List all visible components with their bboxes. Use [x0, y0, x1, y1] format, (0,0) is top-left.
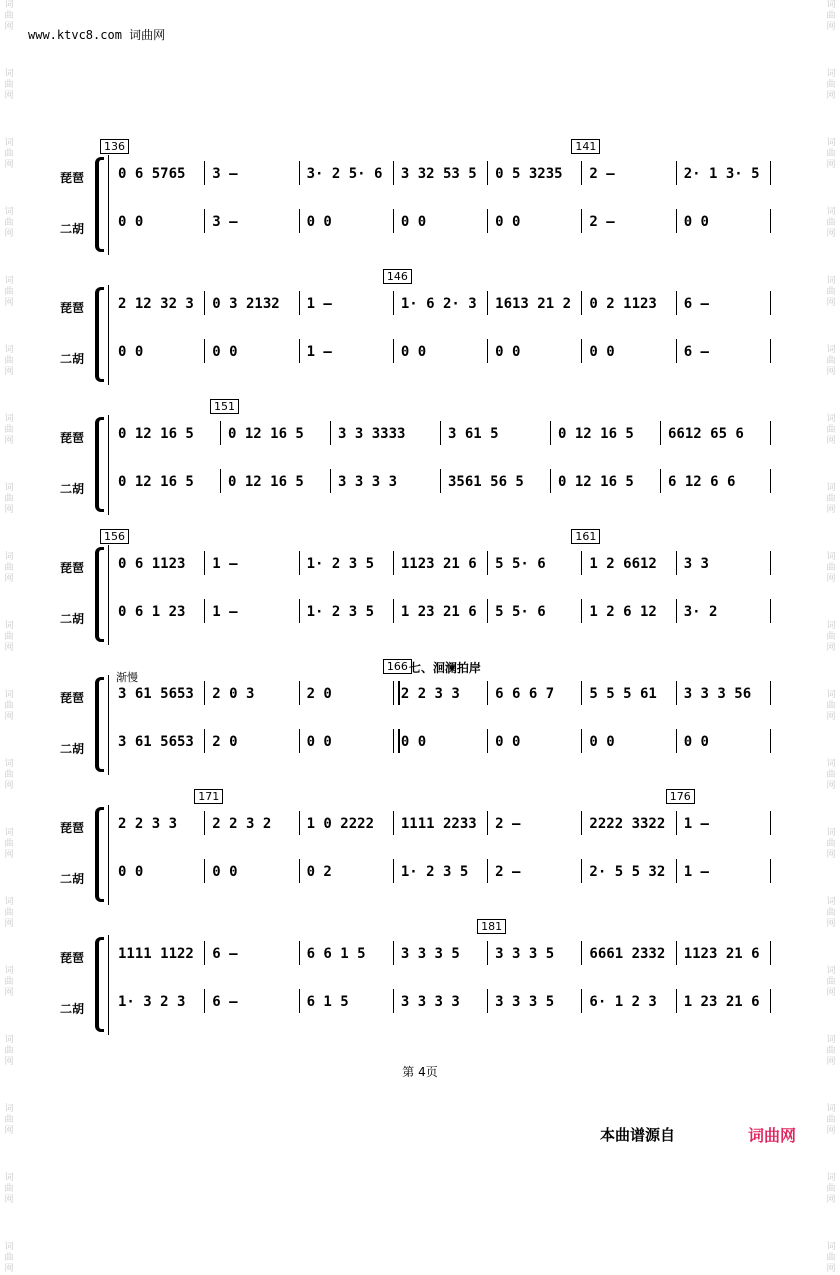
watermark-text: 词 曲 网: [826, 1173, 836, 1205]
measure: 2· 1 3· 5: [683, 166, 760, 182]
barline: [393, 291, 394, 315]
barline: [393, 811, 394, 835]
measure-number: 176: [666, 789, 695, 804]
barline: [770, 941, 771, 965]
measure: 1· 2 3 5: [306, 556, 374, 572]
measure: 0 2: [306, 864, 332, 880]
barline: [770, 469, 771, 493]
barline: [220, 421, 221, 445]
measure: 0 12 16 5: [228, 474, 304, 490]
barline: [660, 469, 661, 493]
measure: 3 3 3 56: [683, 686, 752, 702]
measure: 6 6 6 7: [495, 686, 555, 702]
measure: 2 –: [495, 816, 521, 832]
barline: [393, 729, 400, 753]
measure-number: 141: [571, 139, 600, 154]
measure: 0 6 1123: [118, 556, 186, 572]
measure: 2 –: [589, 214, 615, 230]
watermark-text: 词 曲 网: [4, 69, 14, 101]
erhu-staff-row: [112, 601, 772, 623]
measure: 3 3: [683, 556, 709, 572]
score-system: [60, 790, 780, 911]
barline: [204, 599, 205, 623]
barline: [299, 681, 300, 705]
system-line: [108, 285, 109, 385]
barline: [487, 729, 488, 753]
measure: 0 12 16 5: [228, 426, 304, 442]
pipa-staff-row: [112, 683, 772, 705]
measure: 3 61 5653: [118, 734, 194, 750]
measure: 2 –: [495, 864, 521, 880]
barline: [550, 421, 551, 445]
measure: 1· 2 3 5: [400, 864, 469, 880]
barline: [299, 291, 300, 315]
measure: 2· 5 5 32: [589, 864, 666, 880]
measure: 1 –: [306, 296, 332, 312]
barline: [770, 599, 771, 623]
measure: 6 1 5: [306, 994, 349, 1010]
watermark-text: 词 曲 网: [4, 897, 14, 929]
measure: 0 0: [495, 214, 521, 230]
measure: 0 0: [400, 734, 427, 750]
page-number: 第 4页: [402, 1065, 438, 1079]
system-brace: [95, 547, 104, 642]
measure: 1 –: [306, 344, 332, 360]
measure: 3 3 3333: [338, 426, 406, 442]
measure: 1 0 2222: [306, 816, 374, 832]
barline: [393, 599, 394, 623]
barline: [770, 209, 771, 233]
erhu-staff-row: [112, 991, 772, 1013]
system-line: [108, 675, 109, 775]
measure: 2 –: [589, 166, 615, 182]
measure: 1 2 6 12: [589, 604, 657, 620]
measure: 0 0: [118, 344, 144, 360]
watermark-text: 词 曲 网: [4, 552, 14, 584]
pipa-staff-row: [112, 423, 772, 445]
barline: [487, 811, 488, 835]
measure: 0 2 1123: [589, 296, 657, 312]
erhu-staff-row: [112, 471, 772, 493]
barline: [487, 291, 488, 315]
barline: [770, 551, 771, 575]
barline: [676, 941, 677, 965]
system-line: [108, 545, 109, 645]
instrument-label-erhu: 二胡: [60, 872, 85, 886]
measure: 3 –: [212, 214, 238, 230]
instrument-label-pipa: 琵琶: [60, 301, 85, 315]
watermark-text: 词 曲 网: [826, 69, 836, 101]
measure: 5 5· 6: [495, 556, 546, 572]
watermark-text: 词 曲 网: [4, 966, 14, 998]
measure: 2 12 32 3: [118, 296, 194, 312]
barline: [299, 811, 300, 835]
barline: [487, 339, 488, 363]
measure: 1 23 21 6: [683, 994, 760, 1010]
measure-number: 181: [477, 919, 506, 934]
barline: [393, 941, 394, 965]
erhu-staff-row: [112, 341, 772, 363]
measure: 3 3 3 5: [495, 994, 555, 1010]
measure: 0 12 16 5: [558, 426, 634, 442]
measure: 3 61 5653: [118, 686, 194, 702]
barline: [393, 161, 394, 185]
watermark-text: 词 曲 网: [4, 1035, 14, 1067]
watermark-text: 词 曲 网: [4, 138, 14, 170]
barline: [440, 469, 441, 493]
barline: [487, 941, 488, 965]
barline: [770, 291, 771, 315]
measure: 6 –: [212, 994, 238, 1010]
barline: [330, 469, 331, 493]
score-system: [60, 660, 780, 781]
measure: 1 –: [683, 864, 709, 880]
watermark-text: 词 曲 网: [4, 621, 14, 653]
barline: [581, 161, 582, 185]
barline: [660, 421, 661, 445]
system-line: [108, 415, 109, 515]
barline: [770, 729, 771, 753]
barline: [770, 859, 771, 883]
measure: 1 2 6612: [589, 556, 657, 572]
measure: 1123 21 6: [683, 946, 760, 962]
measure-number: 156: [100, 529, 129, 544]
barline: [393, 209, 394, 233]
watermark-text: 词 曲 网: [826, 759, 836, 791]
watermark-text: 词 曲 网: [4, 828, 14, 860]
watermark-text: 词 曲 网: [826, 966, 836, 998]
watermark-text: 词 曲 网: [826, 1242, 836, 1274]
measure: 6· 1 2 3: [589, 994, 657, 1010]
measure: 1111 2233: [400, 816, 477, 832]
barline: [204, 859, 205, 883]
erhu-staff-row: [112, 731, 772, 753]
barline: [299, 729, 300, 753]
barline: [487, 209, 488, 233]
pipa-staff-row: [112, 943, 772, 965]
watermark-text: 词 曲 网: [826, 897, 836, 929]
watermark-strip-left: [2, 0, 16, 1274]
barline: [204, 161, 205, 185]
measure: 5 5 5 61: [589, 686, 657, 702]
measure: 3 3 3 5: [495, 946, 555, 962]
barline: [676, 599, 677, 623]
system-brace: [95, 937, 104, 1032]
instrument-label-erhu: 二胡: [60, 1002, 85, 1016]
watermark-text: 词 曲 网: [826, 138, 836, 170]
barline: [393, 551, 394, 575]
barline: [299, 859, 300, 883]
barline: [487, 161, 488, 185]
measure: 0 12 16 5: [118, 426, 194, 442]
watermark-text: 词 曲 网: [826, 828, 836, 860]
watermark-strip-right: [824, 0, 838, 1274]
instrument-label-erhu: 二胡: [60, 612, 85, 626]
watermark-text: 词 曲 网: [4, 759, 14, 791]
watermark-text: 词 曲 网: [826, 690, 836, 722]
barline: [676, 339, 677, 363]
measure: 0 5 3235: [495, 166, 563, 182]
site-header: [28, 26, 165, 43]
instrument-label-pipa: 琵琶: [60, 821, 85, 835]
measure: 6 –: [212, 946, 238, 962]
barline: [581, 941, 582, 965]
barline: [299, 941, 300, 965]
measure: 2 2 3 3: [118, 816, 178, 832]
barline: [220, 469, 221, 493]
measure: 1 –: [683, 816, 709, 832]
measure: 0 0: [118, 864, 144, 880]
measure: 6 12 6 6: [668, 474, 736, 490]
system-brace: [95, 157, 104, 252]
measure: 0 12 16 5: [558, 474, 634, 490]
barline: [487, 989, 488, 1013]
barline: [204, 811, 205, 835]
instrument-label-erhu: 二胡: [60, 352, 85, 366]
instrument-label-erhu: 二胡: [60, 222, 85, 236]
barline: [676, 729, 677, 753]
measure: 1613 21 2: [495, 296, 571, 312]
measure: 2 0 3: [212, 686, 255, 702]
pipa-staff-row: [112, 553, 772, 575]
barline: [204, 941, 205, 965]
barline: [299, 551, 300, 575]
barline: [581, 599, 582, 623]
barline: [676, 989, 677, 1013]
barline: [770, 989, 771, 1013]
measure: 0 0: [495, 734, 521, 750]
measure: 0 0: [400, 214, 427, 230]
measure: 0 0: [400, 344, 427, 360]
footer-source-label: 本曲谱源自: [600, 1126, 676, 1144]
barline: [770, 421, 771, 445]
barline: [581, 681, 582, 705]
barline: [487, 681, 488, 705]
footer-brand-link[interactable]: 词曲网: [748, 1126, 797, 1145]
measure: 2 2 3 3: [400, 686, 460, 702]
measure: 1 –: [212, 604, 238, 620]
barline: [770, 161, 771, 185]
watermark-text: 词 曲 网: [826, 345, 836, 377]
tempo-marking: 渐慢: [116, 671, 138, 684]
barline: [487, 859, 488, 883]
barline: [581, 859, 582, 883]
measure: 0 0: [212, 344, 238, 360]
watermark-text: 词 曲 网: [826, 552, 836, 584]
site-name: 词曲网: [129, 28, 166, 42]
system-line: [108, 155, 109, 255]
measure: 0 0: [683, 214, 709, 230]
pipa-staff-row: [112, 163, 772, 185]
barline: [299, 161, 300, 185]
barline: [204, 729, 205, 753]
watermark-text: 词 曲 网: [826, 207, 836, 239]
measure: 1· 6 2· 3: [400, 296, 477, 312]
measure: 3 3 3 3: [400, 994, 460, 1010]
score-system: [60, 920, 780, 1041]
watermark-text: 词 曲 网: [4, 1242, 14, 1274]
barline: [330, 421, 331, 445]
system-brace: [95, 417, 104, 512]
barline: [676, 161, 677, 185]
score-system: [60, 400, 780, 521]
measure: 1123 21 6: [400, 556, 477, 572]
barline: [676, 681, 677, 705]
erhu-staff-row: [112, 211, 772, 233]
measure: 0 0: [589, 734, 615, 750]
measure: 1· 2 3 5: [306, 604, 374, 620]
barline: [204, 681, 205, 705]
barline: [299, 989, 300, 1013]
pipa-staff-row: [112, 813, 772, 835]
system-brace: [95, 807, 104, 902]
instrument-label-pipa: 琵琶: [60, 561, 85, 575]
watermark-text: 词 曲 网: [4, 1173, 14, 1205]
section-title: 七、洄澜拍岸: [408, 661, 481, 675]
measure: 0 0: [306, 734, 332, 750]
measure: 0 6 1 23: [118, 604, 186, 620]
watermark-text: 词 曲 网: [4, 483, 14, 515]
measure: 3 –: [212, 166, 238, 182]
system-brace: [95, 287, 104, 382]
watermark-text: 词 曲 网: [4, 207, 14, 239]
barline: [487, 551, 488, 575]
barline: [204, 291, 205, 315]
measure: 0 0: [495, 344, 521, 360]
measure: 2 0: [212, 734, 238, 750]
measure: 0 6 5765: [118, 166, 186, 182]
erhu-staff-row: [112, 861, 772, 883]
barline: [676, 859, 677, 883]
system-line: [108, 935, 109, 1035]
barline: [550, 469, 551, 493]
measure-number: 146: [383, 269, 412, 284]
measure: 0 0: [118, 214, 144, 230]
watermark-text: 词 曲 网: [4, 0, 14, 32]
measure: 5 5· 6: [495, 604, 546, 620]
measure: 1 –: [212, 556, 238, 572]
barline: [676, 551, 677, 575]
measure-number: 161: [571, 529, 600, 544]
measure: 6612 65 6: [668, 426, 744, 442]
instrument-label-pipa: 琵琶: [60, 171, 85, 185]
system-line: [108, 805, 109, 905]
measure-number: 151: [210, 399, 239, 414]
watermark-text: 词 曲 网: [826, 276, 836, 308]
barline: [440, 421, 441, 445]
measure: 0 12 16 5: [118, 474, 194, 490]
instrument-label-erhu: 二胡: [60, 482, 85, 496]
measure: 2 0: [306, 686, 332, 702]
instrument-label-pipa: 琵琶: [60, 691, 85, 705]
measure: 0 0: [589, 344, 615, 360]
barline: [581, 729, 582, 753]
measure: 3 3 3 5: [400, 946, 460, 962]
measure: 0 0: [212, 864, 238, 880]
measure-number: 171: [194, 789, 223, 804]
measure: 6 –: [683, 296, 709, 312]
measure: 6661 2332: [589, 946, 666, 962]
watermark-text: 词 曲 网: [826, 1035, 836, 1067]
measure: 2 2 3 2: [212, 816, 272, 832]
barline: [204, 339, 205, 363]
measure-number: 136: [100, 139, 129, 154]
barline: [299, 209, 300, 233]
instrument-label-pipa: 琵琶: [60, 431, 85, 445]
score-system: [60, 270, 780, 391]
instrument-label-pipa: 琵琶: [60, 951, 85, 965]
measure: 1· 3 2 3: [118, 994, 186, 1010]
barline: [204, 209, 205, 233]
watermark-text: 词 曲 网: [4, 414, 14, 446]
measure: 6 –: [683, 344, 709, 360]
watermark-text: 词 曲 网: [4, 345, 14, 377]
measure: 6 6 1 5: [306, 946, 366, 962]
measure: 0 0: [306, 214, 332, 230]
measure: 3 32 53 5: [400, 166, 477, 182]
measure: 3· 2: [683, 604, 718, 620]
instrument-label-erhu: 二胡: [60, 742, 85, 756]
barline: [393, 339, 394, 363]
barline: [393, 681, 400, 705]
score-system: [60, 530, 780, 651]
watermark-text: 词 曲 网: [826, 0, 836, 32]
measure: 0 3 2132: [212, 296, 280, 312]
measure: 0 0: [683, 734, 709, 750]
watermark-text: 词 曲 网: [826, 483, 836, 515]
barline: [581, 339, 582, 363]
barline: [299, 339, 300, 363]
site-url[interactable]: www.ktvc8.com: [28, 28, 122, 42]
watermark-text: 词 曲 网: [826, 414, 836, 446]
measure: 2222 3322: [589, 816, 666, 832]
measure: 1111 1122: [118, 946, 194, 962]
pipa-staff-row: [112, 293, 772, 315]
watermark-text: 词 曲 网: [4, 276, 14, 308]
measure: 3· 2 5· 6: [306, 166, 383, 182]
barline: [581, 811, 582, 835]
barline: [676, 291, 677, 315]
score-system: [60, 140, 780, 261]
barline: [299, 599, 300, 623]
barline: [393, 989, 394, 1013]
measure: 3561 56 5: [448, 474, 524, 490]
system-brace: [95, 677, 104, 772]
barline: [581, 989, 582, 1013]
barline: [676, 209, 677, 233]
barline: [770, 811, 771, 835]
barline: [581, 209, 582, 233]
barline: [393, 859, 394, 883]
barline: [204, 989, 205, 1013]
barline: [770, 339, 771, 363]
barline: [770, 681, 771, 705]
barline: [581, 551, 582, 575]
watermark-text: 词 曲 网: [4, 1104, 14, 1136]
measure: 1 23 21 6: [400, 604, 477, 620]
watermark-text: 词 曲 网: [4, 690, 14, 722]
barline: [581, 291, 582, 315]
measure-number: 166: [383, 659, 412, 674]
measure: 3 61 5: [448, 426, 499, 442]
barline: [204, 551, 205, 575]
watermark-text: 词 曲 网: [826, 1104, 836, 1136]
watermark-text: 词 曲 网: [826, 621, 836, 653]
measure: 3 3 3 3: [338, 474, 398, 490]
barline: [487, 599, 488, 623]
barline: [676, 811, 677, 835]
